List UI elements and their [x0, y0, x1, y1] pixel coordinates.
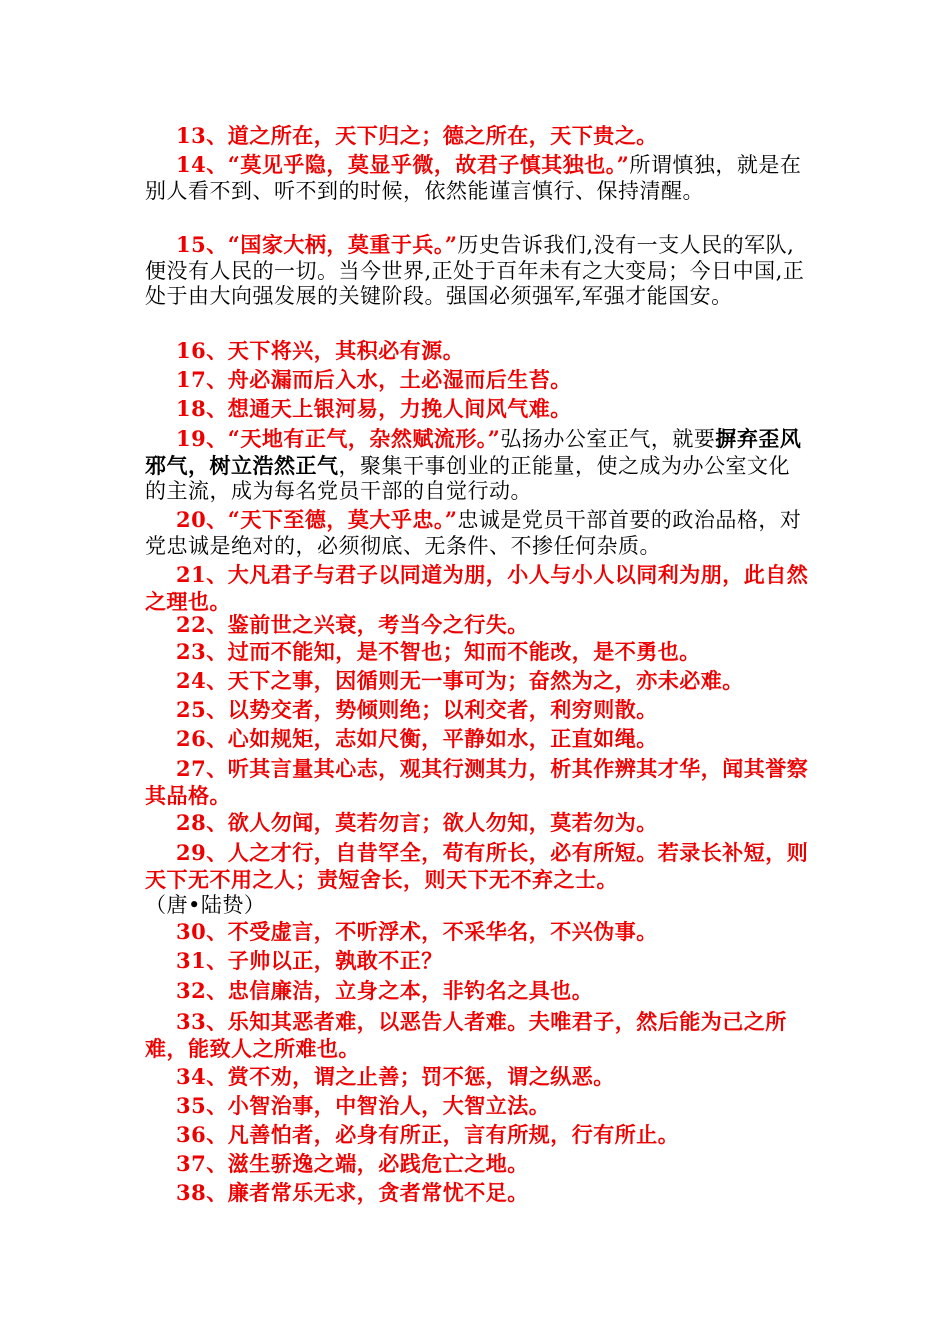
item-number: 31、 — [176, 948, 228, 973]
item-number: 36、 — [176, 1122, 228, 1147]
quote-item-29 — [145, 840, 810, 919]
quote-text: 赏不劝，谓之止善；罚不惩，谓之纵恶。 — [227, 1064, 615, 1089]
quote-text: 忠信廉洁，立身之本，非钓名之具也。 — [227, 978, 594, 1003]
quote-text: “国家大柄，莫重于兵。” — [227, 232, 458, 257]
quote-item-28 — [145, 810, 810, 837]
quote-item-25 — [145, 697, 810, 724]
quote-text: 乐知其恶者难，以恶告人者难。夫唯君子，然后能为己之所难，能致人之所难也。 — [145, 1009, 787, 1061]
quote-item-23 — [145, 639, 810, 666]
quote-text: 道之所在，天下归之；德之所在，天下贵之。 — [227, 123, 658, 148]
source-attribution: （唐•陆贽） — [145, 893, 266, 917]
quote-item-19 — [145, 426, 810, 505]
item-number: 26、 — [176, 726, 228, 751]
quote-item-24 — [145, 668, 810, 695]
item-number: 21、 — [176, 562, 228, 587]
quote-text: 天下之事，因循则无一事可为；奋然为之，亦未必难。 — [227, 668, 744, 693]
commentary-text: 所谓慎独，就是在别人看不到、听不到的时候，依然能谨言慎行、保持清醒。 — [145, 153, 802, 203]
quote-text: 鉴前世之兴衰，考当今之行失。 — [227, 612, 529, 637]
quote-item-26 — [145, 726, 810, 753]
item-number: 17、 — [176, 367, 228, 392]
quote-item-17 — [145, 367, 810, 394]
item-number: 25、 — [176, 697, 228, 722]
quote-text: 舟必漏而后入水，土必湿而后生苔。 — [227, 367, 572, 392]
quote-text: 想通天上银河易，力挽人间风气难。 — [227, 396, 572, 421]
quote-text: 廉者常乐无求，贪者常忧不足。 — [227, 1180, 529, 1205]
item-number: 29、 — [176, 840, 228, 865]
quote-text: 天下将兴，其积必有源。 — [227, 338, 465, 363]
quote-item-20 — [145, 507, 810, 559]
item-number: 34、 — [176, 1064, 228, 1089]
quote-item-18 — [145, 396, 810, 423]
item-number: 33、 — [176, 1009, 228, 1034]
quote-item-31 — [145, 948, 810, 975]
quote-text: 不受虚言，不听浮术，不采华名，不兴伪事。 — [227, 919, 658, 944]
quote-text: 过而不能知，是不智也；知而不能改，是不勇也。 — [227, 639, 701, 664]
commentary-text: 历史告诉我们,没有一支人民的军队,便没有人民的一切。当今世界,正处于百年未有之大变局；今日中国,正处于由大向强发展的关键阶段。强国必须强军,军强才能国安。 — [145, 233, 805, 308]
item-number: 20、 — [176, 507, 228, 532]
item-number: 24、 — [176, 668, 228, 693]
quote-item-14 — [145, 152, 810, 204]
quote-item-13 — [145, 123, 810, 150]
item-number: 27、 — [176, 756, 228, 781]
quote-text: “莫见乎隐，莫显乎微，故君子慎其独也。” — [227, 152, 630, 177]
quote-text: 子帅以正，孰敢不正？ — [227, 948, 443, 973]
quote-text: 人之才行，自昔罕全，苟有所长，必有所短。若录长补短，则天下无不用之人；责短舍长，则天下无不弃之士。 — [145, 840, 809, 892]
quote-item-27 — [145, 756, 810, 809]
quote-text: 心如规矩，志如尺衡，平静如水，正直如绳。 — [227, 726, 658, 751]
quote-item-30 — [145, 919, 810, 946]
quote-text: 小智治事，中智治人，大智立法。 — [227, 1093, 551, 1118]
commentary-text: 弘扬办公室正气，就要 — [500, 427, 716, 451]
quote-text: “天地有正气，杂然赋流形。” — [227, 426, 501, 451]
item-number: 22、 — [176, 612, 228, 637]
item-number: 32、 — [176, 978, 228, 1003]
quote-item-15 — [145, 232, 810, 310]
item-number: 16、 — [176, 338, 228, 363]
item-number: 28、 — [176, 810, 228, 835]
commentary-text-continued: ，聚集干事创业的正能量，使之成为办公室文化的主流，成为每名党员干部的自觉行动。 — [145, 453, 790, 503]
quote-item-16 — [145, 338, 810, 365]
quote-text: 凡善怕者，必身有所正，言有所规，行有所止。 — [227, 1122, 680, 1147]
quote-item-36 — [145, 1122, 810, 1149]
item-number: 30、 — [176, 919, 228, 944]
quote-item-34 — [145, 1064, 810, 1091]
quote-text: 欲人勿闻，莫若勿言；欲人勿知，莫若勿为。 — [227, 810, 658, 835]
quote-item-22 — [145, 612, 810, 639]
quote-item-33 — [145, 1009, 810, 1062]
quote-item-35 — [145, 1093, 810, 1120]
item-number: 13、 — [176, 123, 228, 148]
item-number: 38、 — [176, 1180, 228, 1205]
quote-text: “天下至德，莫大乎忠。” — [227, 507, 458, 532]
commentary-emphasis: 摒弃歪风邪气，树立浩然正气 — [145, 426, 802, 478]
quote-text: 听其言量其心志，观其行测其力，析其作辨其才华，闻其誉察其品格。 — [145, 756, 809, 808]
item-number: 14、 — [176, 152, 228, 177]
item-number: 15、 — [176, 232, 228, 257]
quote-item-38 — [145, 1180, 810, 1207]
item-number: 18、 — [176, 396, 228, 421]
item-number: 35、 — [176, 1093, 228, 1118]
item-number: 37、 — [176, 1151, 228, 1176]
quote-item-37 — [145, 1151, 810, 1178]
quote-text: 大凡君子与君子以同道为朋，小人与小人以同利为朋，此自然之理也。 — [145, 562, 809, 614]
item-number: 19、 — [176, 426, 228, 451]
quote-item-21 — [145, 562, 810, 615]
quote-text: 以势交者，势倾则绝；以利交者，利穷则散。 — [227, 697, 658, 722]
quote-text: 滋生骄逸之端，必践危亡之地。 — [227, 1151, 529, 1176]
item-number: 23、 — [176, 639, 228, 664]
commentary-text: 忠诚是党员干部首要的政治品格，对党忠诚是绝对的，必须彻底、无条件、不掺任何杂质。 — [145, 508, 802, 558]
quote-item-32 — [145, 978, 810, 1005]
